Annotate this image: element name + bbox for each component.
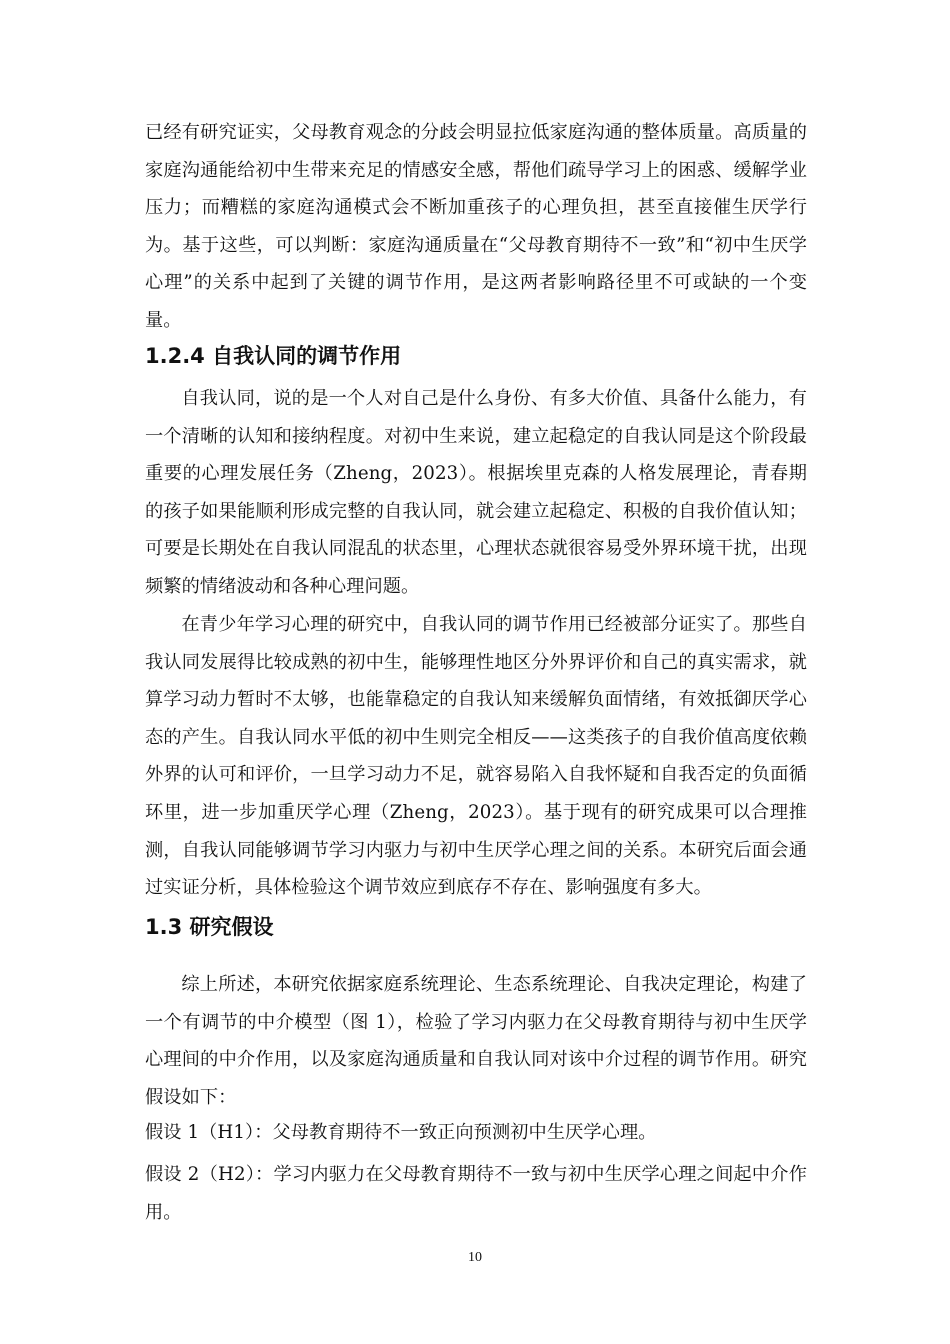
section-heading-1-2-4: 1.2.4 自我认同的调节作用 xyxy=(145,344,402,368)
paragraph-summary-model: 综上所述，本研究依据家庭系统理论、生态系统理论、自我决定理论，构建了一个有调节的中介模型（图 1），检验了学习内驱力在父母教育期待与初中生厌学心理间的中介作用，以及家庭沟通质量和自我认同对该中介过程的调节作用。研究假设如下： xyxy=(145,974,807,1108)
paragraph-self-identity-definition: 自我认同，说的是一个人对自己是什么身份、有多大价值、具备什么能力，有一个清晰的认知和接纳程度。对初中生来说，建立起稳定的自我认同是这个阶段最重要的心理发展任务（Zheng，2023）。根据埃里克森的人格发展理论，青春期的孩子如果能顺利形成完整的自我认同，就会建立起稳定、积极的自我价值认知；可要是长期处在自我认同混乱的状态里，心理状态就很容易受外界环境干扰，出现频繁的情绪波动和各种心理问题。 xyxy=(145,388,807,597)
section-heading-1-3: 1.3 研究假设 xyxy=(145,915,274,939)
hypothesis-h2: 假设 2（H2）：学习内驱力在父母教育期待不一致与初中生厌学心理之间起中介作用。 xyxy=(145,1164,807,1223)
paragraph-self-identity-moderation: 在青少年学习心理的研究中，自我认同的调节作用已经被部分证实了。那些自我认同发展得比较成熟的初中生，能够理性地区分外界评价和自己的真实需求，就算学习动力暂时不太够，也能靠稳定的自我认知来缓解负面情绪，有效抵御厌学心态的产生。自我认同水平低的初中生则完全相反——这类孩子的自我价值高度依赖外界的认可和评价，一旦学习动力不足，就容易陷入自我怀疑和自我否定的负面循环里，进一步加重厌学心理（Zheng，2023）。基于现有的研究成果可以合理推测，自我认同能够调节学习内驱力与初中生厌学心理之间的关系。本研究后面会通过实证分析，具体检验这个调节效应到底存不存在、影响强度有多大。 xyxy=(145,614,807,899)
paragraph-family-communication: 已经有研究证实，父母教育观念的分歧会明显拉低家庭沟通的整体质量。高质量的家庭沟通能给初中生带来充足的情感安全感，帮他们疏导学习上的困惑、缓解学业压力；而糟糕的家庭沟通模式会不断加重孩子的心理负担，甚至直接催生厌学行为。基于这些，可以判断：家庭沟通质量在“父母教育期待不一致”和“初中生厌学心理”的关系中起到了关键的调节作用，是这两者影响路径里不可或缺的一个变量。 xyxy=(145,122,807,331)
page-number: 10 xyxy=(468,1250,482,1265)
hypothesis-h1: 假设 1（H1）：父母教育期待不一致正向预测初中生厌学心理。 xyxy=(145,1122,657,1143)
